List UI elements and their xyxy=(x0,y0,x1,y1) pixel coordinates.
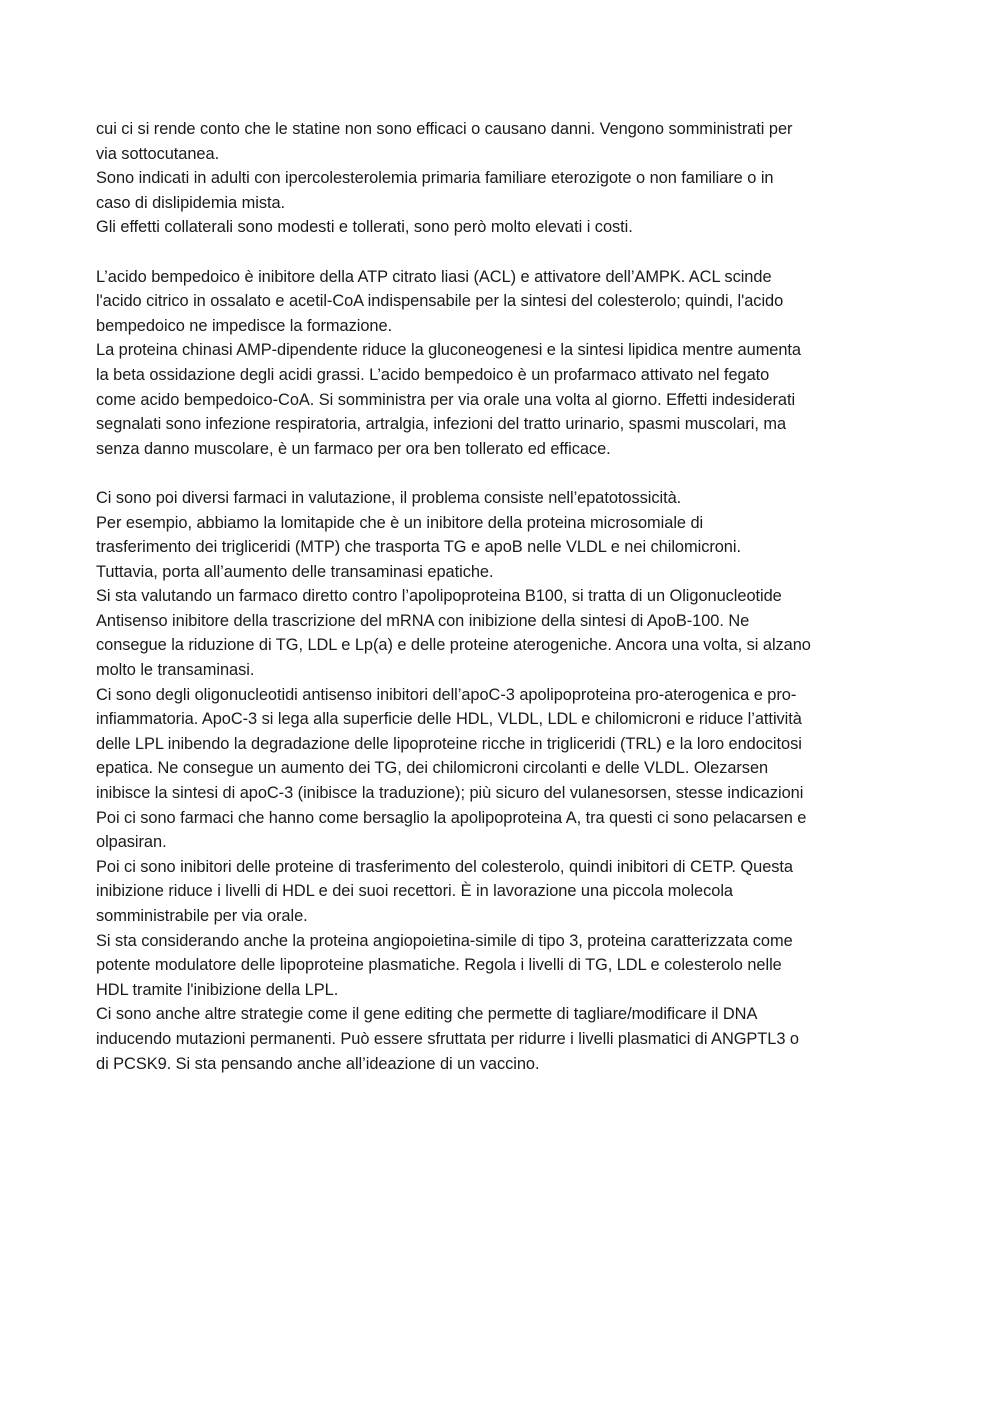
paragraph xyxy=(96,486,916,1076)
text-line: infiammatoria. ApoC-3 si lega alla superficie delle HDL, VLDL, LDL e chilomicroni e riduce l’attività xyxy=(96,710,802,729)
paragraph xyxy=(96,117,916,240)
paragraph xyxy=(96,265,916,462)
text-line: delle LPL inibendo la degradazione delle lipoproteine ricche in trigliceridi (TRL) e la loro endocitosi xyxy=(96,734,802,753)
text-line: Per esempio, abbiamo la lomitapide che è un inibitore della proteina microsomiale di xyxy=(96,513,704,532)
text-line: somministrabile per via orale. xyxy=(96,907,308,925)
text-line: potente modulatore delle lipoproteine plasmatiche. Regola i livelli di TG, LDL e colesterolo nelle xyxy=(96,956,782,975)
text-line: Tuttavia, porta all’aumento delle transaminasi epatiche. xyxy=(96,562,494,581)
text-line: Si sta considerando anche la proteina angiopoietina-simile di tipo 3, proteina caratterizzata come xyxy=(96,931,793,950)
text-line: Ci sono anche altre strategie come il gene editing che permette di tagliare/modificare il DNA xyxy=(96,1005,758,1024)
text-line: Sono indicati in adulti con ipercolesterolemia primaria familiare eterozigote o non familiare o in xyxy=(96,169,774,188)
paragraph-gap xyxy=(96,240,916,265)
text-line: via sottocutanea. xyxy=(96,144,220,163)
text-line: Poi ci sono farmaci che hanno come bersaglio la apolipoproteina A, tra questi ci sono pelacarsen e xyxy=(96,808,807,827)
text-line: Si sta valutando un farmaco diretto contro l’apolipoproteina B100, si tratta di un Oligonucleotide xyxy=(96,587,782,606)
text-line: segnalati sono infezione respiratoria, artralgia, infezioni del tratto urinario, spasmi muscolari, ma xyxy=(96,415,787,434)
text-line: caso di dislipidemia mista. xyxy=(96,193,286,212)
text-line: inibizione riduce i livelli di HDL e dei suoi recettori. È in lavorazione una piccola molecola xyxy=(96,882,733,901)
text-line: olpasiran. xyxy=(96,833,167,852)
document-body xyxy=(96,117,916,1076)
text-line: l'acido citrico in ossalato e acetil-CoA indispensabile per la sintesi del colesterolo; quindi, l'acido xyxy=(96,292,784,311)
text-line: Ci sono poi diversi farmaci in valutazione, il problema consiste nell’epatotossicità. xyxy=(96,488,682,507)
text-line: Poi ci sono inibitori delle proteine di trasferimento del colesterolo, quindi inibitori di CETP. Questa xyxy=(96,857,793,876)
text-line: epatica. Ne consegue un aumento dei TG, dei chilomicroni circolanti e delle VLDL. Olezarsen xyxy=(96,759,769,778)
text-line: Antisenso inibitore della trascrizione del mRNA con inibizione della sintesi di ApoB-100. Ne xyxy=(96,611,750,630)
text-line: come acido bempedoico-CoA. Si somministra per via orale una volta al giorno. Effetti indesiderati xyxy=(96,390,796,409)
text-line: inducendo mutazioni permanenti. Può essere sfruttata per ridurre i livelli plasmatici di ANGPTL3 o xyxy=(96,1029,799,1048)
text-line: Gli effetti collaterali sono modesti e tollerati, sono però molto elevati i costi. xyxy=(96,218,633,237)
text-line: trasferimento dei trigliceridi (MTP) che trasporta TG e apoB nelle VLDL e nei chilomicroni. xyxy=(96,538,741,557)
text-line: consegue la riduzione di TG, LDL e Lp(a) e delle proteine aterogeniche. Ancora una volta, si alzano xyxy=(96,636,811,655)
text-line: bempedoico ne impedisce la formazione. xyxy=(96,316,393,335)
text-line: inibisce la sintesi di apoC-3 (inibisce la traduzione); più sicuro del vulanesorsen, stesse indicazioni xyxy=(96,784,804,803)
text-line: L’acido bempedoico è inibitore della ATP citrato liasi (ACL) e attivatore dell’AMPK. ACL scinde xyxy=(96,267,772,286)
text-line: di PCSK9. Si sta pensando anche all’ideazione di un vaccino. xyxy=(96,1054,540,1073)
text-line: HDL tramite l'inibizione della LPL. xyxy=(96,980,339,999)
text-line: senza danno muscolare, è un farmaco per ora ben tollerato ed efficace. xyxy=(96,439,611,458)
text-line: La proteina chinasi AMP-dipendente riduce la gluconeogenesi e la sintesi lipidica mentre aumenta xyxy=(96,341,801,360)
text-line: molto le transaminasi. xyxy=(96,661,255,680)
text-line: Ci sono degli oligonucleotidi antisenso inibitori dell’apoC-3 apolipoproteina pro-aterogenica e pro- xyxy=(96,685,797,704)
text-line: la beta ossidazione degli acidi grassi. L’acido bempedoico è un profarmaco attivato nel fegato xyxy=(96,365,770,384)
text-line: cui ci si rende conto che le statine non sono efficaci o causano danni. Vengono somministrati per xyxy=(96,120,793,138)
paragraph-gap xyxy=(96,461,916,486)
